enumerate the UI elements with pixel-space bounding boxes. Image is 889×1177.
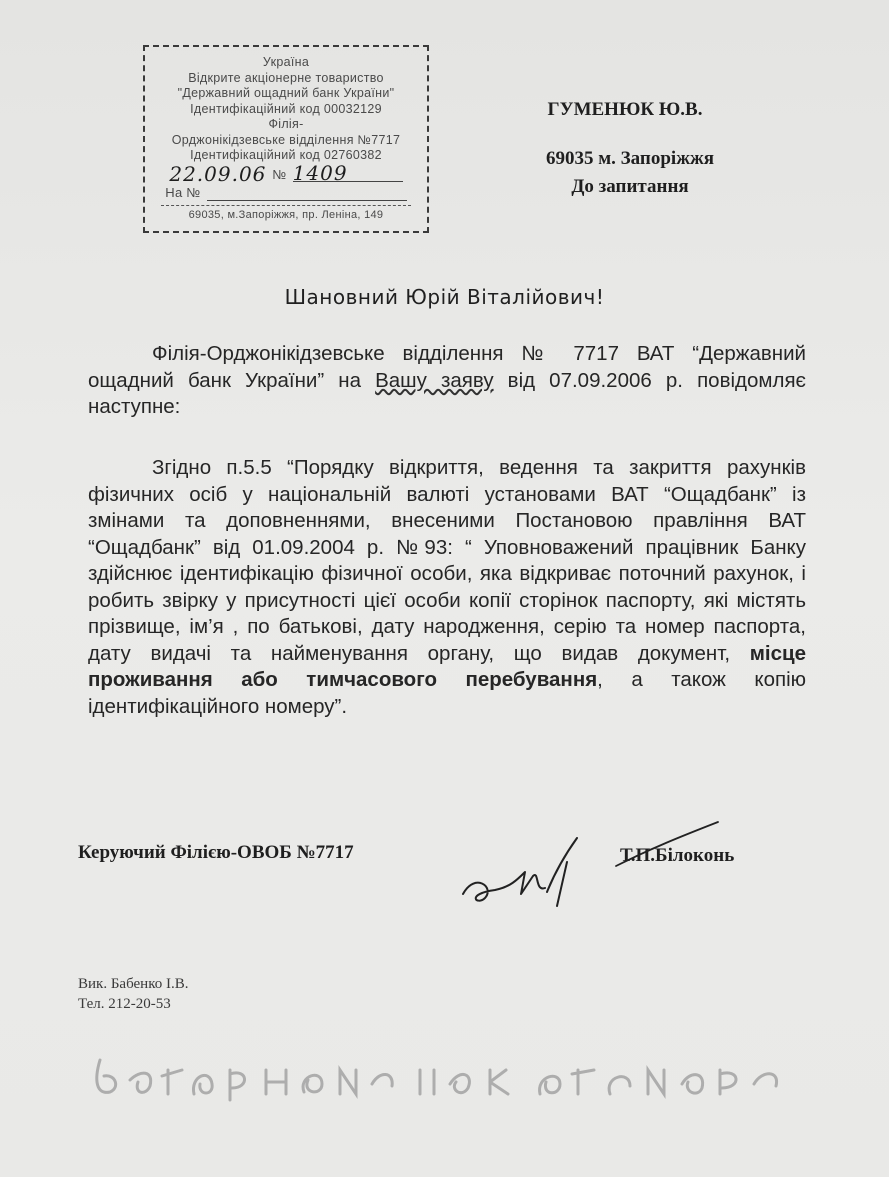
- stamp-ref-row: [145, 184, 427, 201]
- stamp-line: Відкрите акціонерне товариство: [188, 70, 384, 85]
- handwritten-signature: [455, 832, 605, 912]
- paragraph-intro: [88, 341, 806, 421]
- stamp-number: 1409: [293, 166, 403, 183]
- stamp-line: Орджонікідзевське відділення №7717: [171, 132, 401, 147]
- signature-stroke: [612, 818, 722, 878]
- faint-handwritten-note: [90, 1040, 790, 1110]
- stamp-line: Україна: [262, 55, 310, 69]
- executor-block: [78, 974, 189, 1014]
- stamp-line: Ідентифікаційний код 00032129: [190, 101, 382, 116]
- paragraph-intro-end: від 07.09.2006 р. повідомляє наступне:: [88, 368, 807, 418]
- stamp-line: "Державний ощадний банк України": [177, 86, 395, 100]
- paragraph-quote: [88, 455, 806, 720]
- stamp-number-label: №: [272, 166, 287, 182]
- registration-stamp: [143, 45, 429, 233]
- paragraph-quote-text: Згідно п.5.5 “Порядку відкриття, ведення та закриття рахунків фізичних осіб у національній валюті установами ВАТ “Ощадбанк” із змінами та доповненнями, внесеними Постановою правління ВАТ “Ощадбанк” від 01.09.2004 р. №93: “ Уповноважений працівник Банку здійснює ідентифікацію фізичної особи, яка відкриває поточний рахунок, і робить звірку у присутності цієї особи копії сторінок паспорту, які містять прізвище, ім’я , по батькові, дату народження, серію та номер паспорта, дату видачі та найменування органу, що видав документ,: [88, 456, 806, 665]
- paragraph-quote-end: , а також копію ідентифікаційного номеру”.: [88, 668, 806, 718]
- stamp-date: 22.09.06: [169, 161, 267, 186]
- recipient-name: ГУМЕНЮК Ю.В.: [547, 99, 703, 120]
- recipient-city: 69035 м. Запоріжжя: [545, 148, 715, 169]
- signer-name: Т.П.Білоконь: [620, 845, 735, 866]
- executor-name: Вик. Бабенко І.В.: [78, 976, 189, 992]
- signer-position: Керуючий Філією-ОВОБ №7717: [78, 842, 354, 863]
- recipient-block: [500, 96, 760, 201]
- underlined-phrase: Вашу заяву: [375, 368, 494, 392]
- stamp-line: Філія-: [268, 117, 304, 131]
- salutation: Шановний Юрій Віталійович!: [284, 285, 605, 309]
- stamp-date-row: [145, 160, 427, 186]
- paragraph-intro-start: Філія-Орджонікідзевське відділення № 7717 ВАТ “Державний ощадний банк України” на: [88, 342, 806, 392]
- stamp-line: Ідентифікаційний код 02760382: [190, 148, 382, 162]
- stamp-address: 69035, м.Запоріжжя, пр. Леніна, 149: [161, 205, 411, 224]
- executor-phone: Тел. 212-20-53: [78, 996, 171, 1012]
- paragraph-quote-bold: місце проживання або тимчасового перебування: [88, 641, 806, 691]
- stamp-ref-blank: [207, 184, 407, 201]
- recipient-note: До запитання: [571, 176, 689, 197]
- stamp-ref-label: На №: [165, 185, 201, 200]
